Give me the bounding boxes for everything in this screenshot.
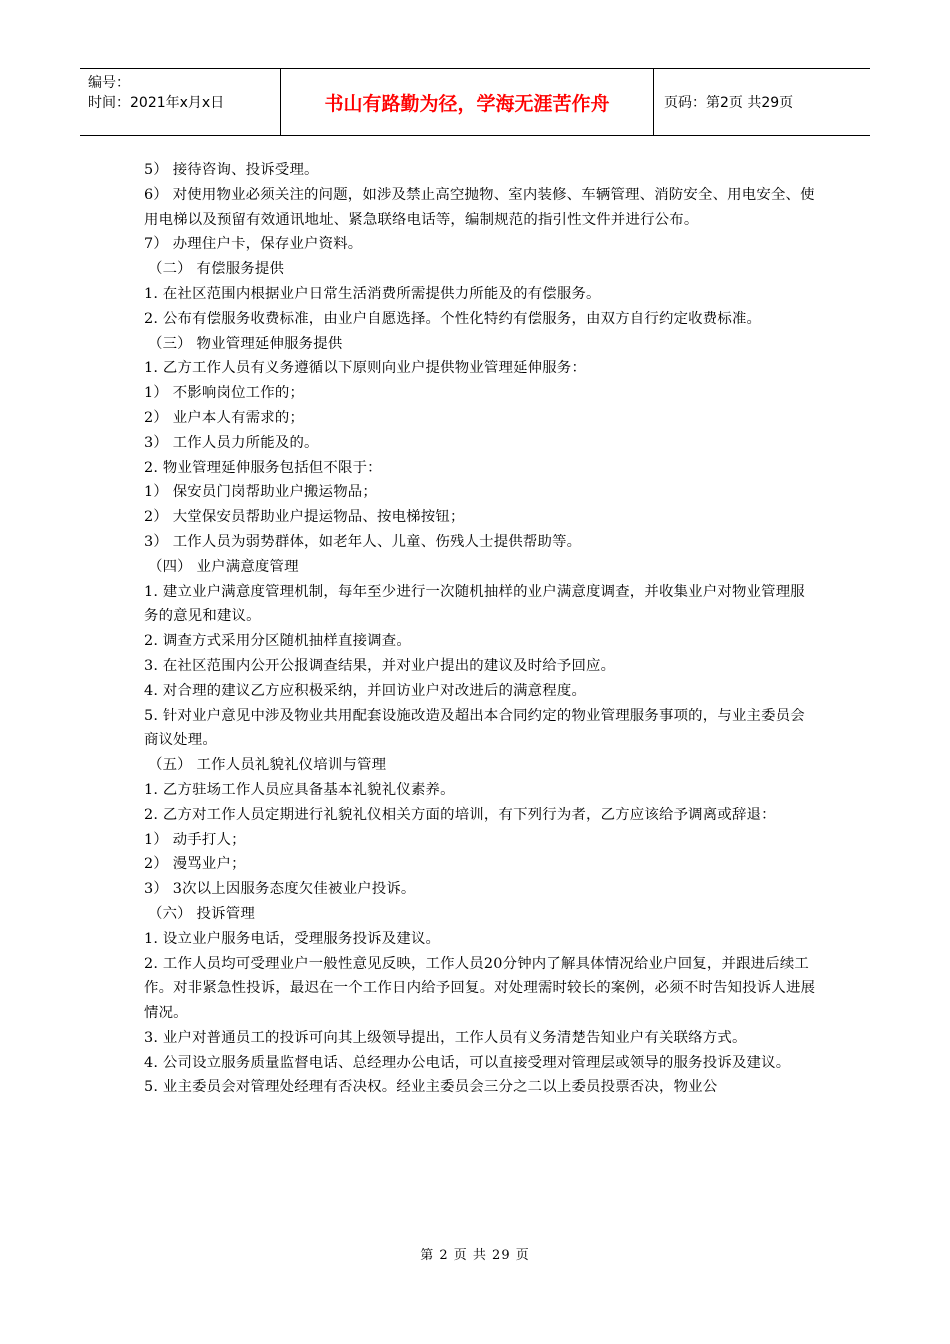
header-meta [80,69,281,135]
paragraph: 1. 建立业户满意度管理机制，每年至少进行一次随机抽样的业户满意度调查，并收集业户对物业管理服务的意见和建议。 [144,583,805,625]
paragraph: 1. 设立业户服务电话，受理服务投诉及建议。 [144,930,441,947]
paragraph: 3. 在社区范围内公开公报调查结果，并对业户提出的建议及时给予回应。 [144,657,616,674]
paragraph: 4. 公司设立服务质量监督电话、总经理办公电话，可以直接受理对管理层或领导的服务投诉及建议。 [144,1054,791,1071]
paragraph: 7） 办理住户卡，保存业户资料。 [144,236,363,253]
paragraph: 3） 工作人员为弱势群体，如老年人、儿童、伤残人士提供帮助等。 [144,533,582,550]
paragraph: 3） 工作人员力所能及的。 [144,434,319,451]
section-heading: （二） 有偿服务提供 [148,261,285,278]
paragraph: 1） 保安员门岗帮助业户搬运物品； [144,484,377,501]
page-footer: 第 2 页 共 29 页 [420,1248,530,1263]
paragraph: 2） 漫骂业户； [144,856,246,873]
paragraph: 4. 对合理的建议乙方应积极采纳，并回访业户对改进后的满意程度。 [144,682,587,699]
paragraph: 2） 大堂保安员帮助业户提运物品、按电梯按钮； [144,509,465,526]
paragraph: 1） 不影响岗位工作的； [144,385,305,402]
number-label: 编号： [88,75,130,91]
paragraph: 2. 公布有偿服务收费标准，由业户自愿选择。个性化特约有偿服务，由双方自行约定收费标准。 [144,310,762,327]
section-heading: （六） 投诉管理 [148,905,255,922]
paragraph: 6） 对使用物业必须关注的问题，如涉及禁止高空抛物、室内装修、车辆管理、消防安全、用电安全、使用电梯以及预留有效通讯地址、紧急联络电话等，编制规范的指引性文件并进行公布。 [144,186,815,228]
section-heading: （五） 工作人员礼貌礼仪培训与管理 [148,757,387,774]
document-body [144,158,816,1100]
paragraph: 2. 乙方对工作人员定期进行礼貌礼仪相关方面的培训，有下列行为者，乙方应该给予调离或辞退： [144,806,776,823]
paragraph: 5. 业主委员会对管理处经理有否决权。经业主委员会三分之二以上委员投票否决，物业公 [144,1079,718,1096]
section-heading: （四） 业户满意度管理 [148,558,299,575]
header-page-label: 页码：第2页 共29页 [664,95,794,111]
page-header [80,68,870,136]
paragraph: 2） 业户本人有需求的； [144,409,305,426]
section-heading: （三） 物业管理延伸服务提供 [148,335,343,352]
header-motto: 书山有路勤为径，学海无涯苦作舟 [281,69,654,135]
paragraph: 2. 物业管理延伸服务包括但不限于： [144,459,382,476]
paragraph: 3） 3次以上因服务态度欠佳被业户投诉。 [144,881,416,898]
paragraph: 2. 调查方式采用分区随机抽样直接调查。 [144,633,411,650]
paragraph: 1. 乙方驻场工作人员应具备基本礼貌礼仪素养。 [144,781,455,798]
paragraph: 2. 工作人员均可受理业户一般性意见反映，工作人员20分钟内了解具体情况给业户回复，并跟进后续工作。对非紧急性投诉，最迟在一个工作日内给予回复。对处理需时较长的案例，必须不时告知投诉人进展情况。 [144,955,816,1022]
time-label: 时间：2021年x月x日 [88,95,225,111]
paragraph: 1. 乙方工作人员有义务遵循以下原则向业户提供物业管理延伸服务： [144,360,587,377]
paragraph: 5. 针对业户意见中涉及物业共用配套设施改造及超出本合同约定的物业管理服务事项的，与业主委员会商议处理。 [144,707,805,749]
paragraph: 1. 在社区范围内根据业户日常生活消费所需提供力所能及的有偿服务。 [144,285,601,302]
paragraph: 5） 接待咨询、投诉受理。 [144,162,319,178]
paragraph: 1） 动手打人； [144,831,246,848]
paragraph: 3. 业户对普通员工的投诉可向其上级领导提出，工作人员有义务清楚告知业户有关联络方式。 [144,1029,747,1046]
